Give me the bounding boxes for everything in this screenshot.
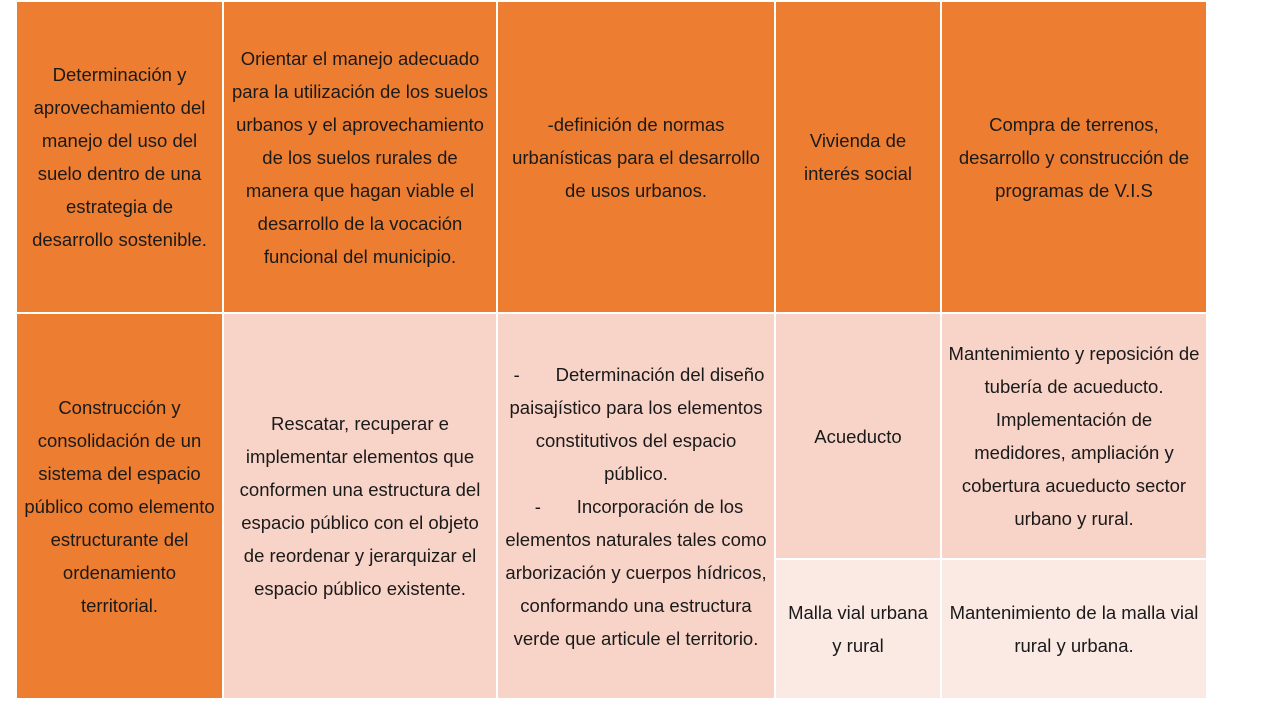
cell-project: Compra de terrenos, desarrollo y construcción de programas de V.I.S <box>941 1 1207 313</box>
bullet-dash: - <box>513 363 520 385</box>
data-table <box>15 0 1208 700</box>
table-row <box>16 1 1207 313</box>
cell-project: Mantenimiento de la malla vial rural y urbana. <box>941 559 1207 699</box>
cell-objective: Construcción y consolidación de un sistema del espacio público como elemento estructurante del ordenamiento territorial. <box>16 313 223 699</box>
bullet-dash: - <box>534 495 541 517</box>
cell-program: Malla vial urbana y rural <box>775 559 941 699</box>
cell-strategy: Orientar el manejo adecuado para la utilización de los suelos urbanos y el aprovechamiento de los suelos rurales de manera que hagan viable el desarrollo de la vocación funcional del municipio. <box>223 1 497 313</box>
cell-program: Acueducto <box>775 313 941 559</box>
cell-objective: Determinación y aprovechamiento del manejo del uso del suelo dentro de una estrategia de desarrollo sostenible. <box>16 1 223 313</box>
action-item-text: Determinación del diseño paisajístico para los elementos constitutivos del espacio público. <box>509 363 765 484</box>
cell-program: Vivienda de interés social <box>775 1 941 313</box>
cell-actions <box>497 313 775 699</box>
action-item-text: Incorporación de los elementos naturales tales como arborización y cuerpos hídricos, conformando una estructura verde que articule el territorio. <box>505 495 767 649</box>
cell-project: Mantenimiento y reposición de tubería de acueducto. Implementación de medidores, ampliación y cobertura acueducto sector urbano y rural. <box>941 313 1207 559</box>
cell-strategy: Rescatar, recuperar e implementar elementos que conformen una estructura del espacio público con el objeto de reordenar y jerarquizar el espacio público existente. <box>223 313 497 699</box>
action-item <box>504 490 768 655</box>
action-item <box>504 358 768 490</box>
cell-actions: -definición de normas urbanísticas para el desarrollo de usos urbanos. <box>497 1 775 313</box>
table-row <box>16 313 1207 559</box>
